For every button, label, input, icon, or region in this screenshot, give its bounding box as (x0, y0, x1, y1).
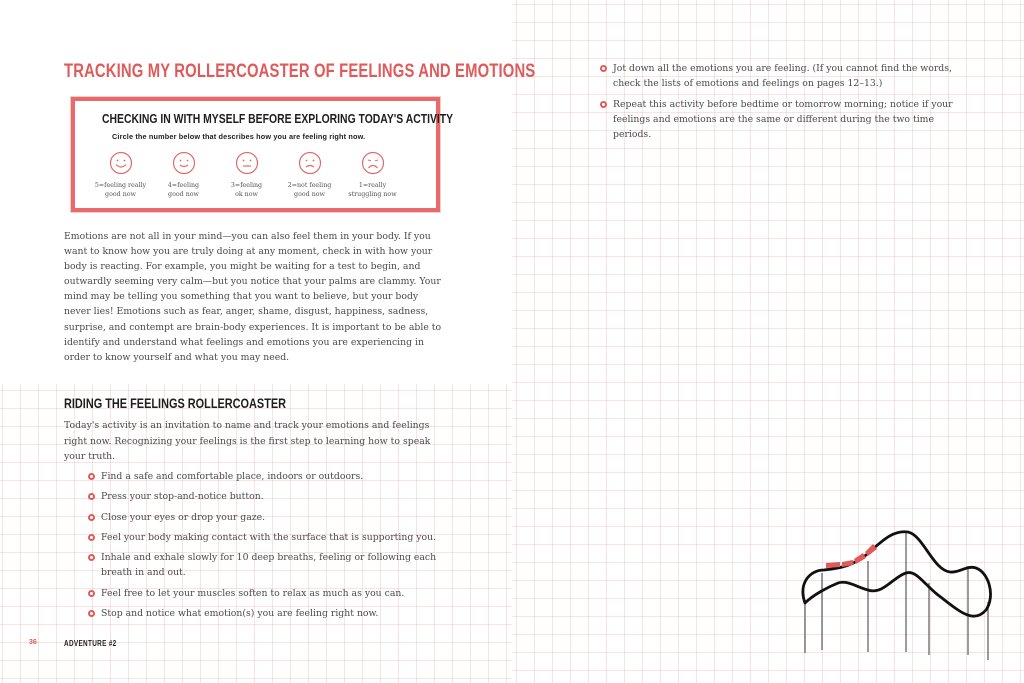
list-item (88, 586, 448, 601)
face-label-line2: good now (105, 190, 136, 198)
section-title: RIDING THE FEELINGS ROLLERCOASTER (64, 395, 287, 411)
checkin-box (71, 97, 454, 212)
list-item (88, 550, 448, 581)
face-label-line1: 2=not feeling (287, 182, 332, 189)
rollercoaster-illustration (798, 525, 998, 665)
very-sad-face-icon (361, 151, 385, 175)
page-number: 36 (29, 639, 37, 646)
list-item (600, 97, 960, 143)
steps-list-continued (600, 61, 960, 147)
bullet-icon (88, 610, 95, 617)
step-text: Feel your body making contact with the surface that is supporting you. (101, 531, 437, 543)
face-label-line2: struggling now (348, 190, 397, 198)
face-label-line1: 4=feeling (167, 182, 200, 189)
page-title: TRACKING MY ROLLERCOASTER OF FEELINGS AND EMOTIONS (64, 61, 536, 82)
step-text: Press your stop-and-notice button. (101, 491, 264, 503)
bullet-icon (88, 493, 95, 500)
running-head: ADVENTURE #2 (64, 639, 117, 648)
bullet-icon (88, 534, 95, 541)
intro-paragraph: Today's activity is an invitation to name and track your emotions and feelings right now. Recognizing your feelings is the first step to learning how to speak your truth. (64, 420, 431, 462)
happy-face-icon (172, 151, 196, 175)
bullet-icon (600, 65, 607, 72)
face-option-5[interactable] (89, 151, 152, 199)
face-label-line2: good now (294, 190, 325, 198)
steps-list (88, 469, 448, 626)
step-text: Close your eyes or drop your gaze. (101, 511, 266, 523)
face-option-2[interactable] (278, 151, 341, 199)
bullet-icon (88, 514, 95, 521)
step-text: Feel free to let your muscles soften to relax as much as you can. (101, 587, 405, 599)
feeling-scale (89, 151, 429, 199)
list-item (88, 530, 448, 545)
step-text: Repeat this activity before bedtime or tomorrow morning; notice if your feelings and emotions are the same or different during the two time periods. (613, 98, 953, 141)
body-paragraph: Emotions are not all in your mind—you can also feel them in your body. If you want to know how you are truly doing at any moment, check in with how your body is reacting. For example, you might be waiting for a test to begin, and outwardly seeming very calm—but you notice that your palms are clammy. Your mind may be telling you something that you want to believe, but your body never lies! Emotions such as fear, anger, shame, disgust, happiness, sadness, surprise, and contempt are brain-body experiences. It is important to be able to identify and understand what feelings and emotions you are experiencing in order to know yourself and what you may need. (64, 231, 442, 363)
step-text: Find a safe and comfortable place, indoors or outdoors. (101, 471, 364, 482)
checkin-title: CHECKING IN WITH MYSELF BEFORE EXPLORING TODAY'S ACTIVITY (102, 111, 454, 126)
face-label-line1: 5=feeling really (94, 182, 147, 189)
step-text: Inhale and exhale slowly for 10 deep breaths, feeling or following each breath in and out. (101, 552, 437, 579)
face-label-line2: ok now (235, 190, 258, 198)
face-option-3[interactable] (215, 151, 278, 199)
face-option-4[interactable] (152, 151, 215, 199)
coaster-cars-icon (826, 544, 877, 568)
face-label-line2: good now (168, 190, 199, 198)
bullet-icon (600, 101, 607, 108)
list-item (88, 606, 448, 621)
list-item (600, 61, 960, 92)
very-happy-face-icon (109, 151, 133, 175)
bullet-icon (88, 590, 95, 597)
sad-face-icon (298, 151, 322, 175)
bullet-icon (88, 473, 95, 480)
step-text: Jot down all the emotions you are feeling. (If you cannot find the words, check the lists of emotions and feelings on pages 12–13.) (613, 63, 952, 90)
checkin-instructions: Circle the number below that describes how you are feeling right now. (112, 132, 366, 141)
face-option-1[interactable] (341, 151, 404, 199)
bullet-icon (88, 554, 95, 561)
list-item (88, 510, 448, 525)
neutral-face-icon (235, 151, 259, 175)
list-item (88, 489, 448, 504)
step-text: Stop and notice what emotion(s) you are feeling right now. (101, 608, 379, 620)
face-label-line1: 1=really (358, 182, 387, 189)
face-label-line1: 3=feeling (230, 182, 263, 189)
list-item (88, 469, 448, 484)
